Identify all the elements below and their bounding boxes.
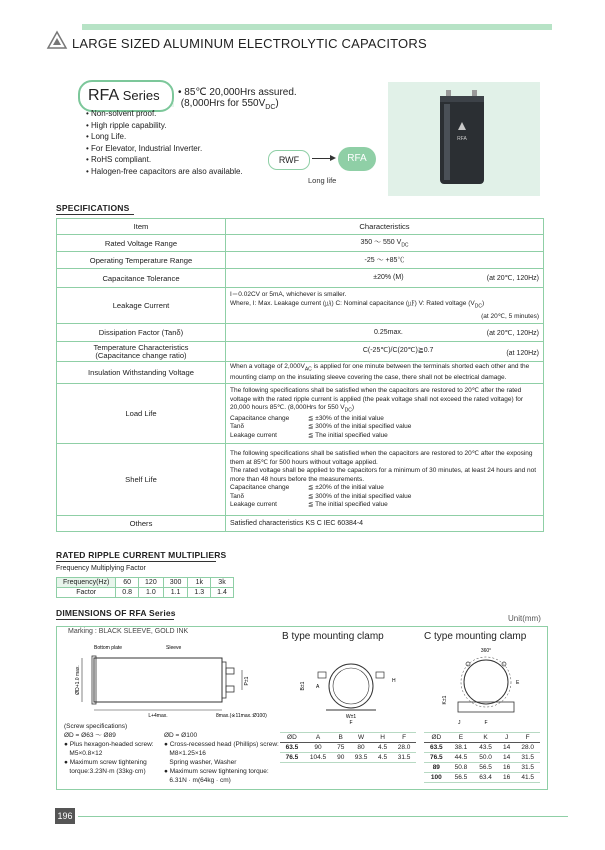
ripple-title: RATED RIPPLE CURRENT MULTIPLIERS [56, 550, 227, 560]
table-row [57, 342, 544, 362]
table-cell: 28.0 [392, 743, 416, 753]
spec-item: Temperature Characteristics (Capacitance change ratio) [57, 342, 226, 362]
table-cell: 43.5 [473, 743, 498, 753]
table-cell: 120 [139, 578, 164, 588]
table-cell: 1.4 [211, 588, 234, 598]
spec-item: Operating Temperature Range [57, 252, 226, 269]
spec-item: Load Life [57, 384, 226, 444]
table-cell: 0.8 [116, 588, 139, 598]
table-cell: 1.0 [139, 588, 164, 598]
table-cell: 75 [332, 743, 349, 753]
column-header: Item [57, 219, 226, 235]
table-cell: 93.5 [349, 753, 373, 763]
spec-value: (at 20℃, 120Hz) ±20% (M) [226, 269, 544, 288]
b-clamp-drawing [296, 648, 406, 724]
capacitor-marking: RFA [457, 136, 467, 142]
h-label: H [392, 678, 396, 684]
column-header: F [392, 733, 416, 743]
table-cell: 31.5 [392, 753, 416, 763]
screw-length-label: 8max.(※11max.:Ø100) [216, 713, 267, 719]
w-label: W±1 [345, 714, 357, 720]
a-label: A [316, 684, 320, 690]
flow-label: Long life [308, 176, 337, 185]
table-header-row [280, 733, 416, 743]
marking-label: Marking : BLACK SLEEVE, GOLD INK [68, 628, 189, 635]
table-cell: 50.0 [473, 753, 498, 763]
table-cell: 60 [116, 578, 139, 588]
table-row [57, 578, 234, 588]
spec-value: Satisfied characteristics KS C IEC 60384-4 [226, 516, 544, 532]
spec-value: I＝0.02CV or 5mA, whichever is smaller. Where, I: Max. Leakage current (㎂) C: Nominal capacitance (㎌) V: Rated voltage $(V_{DC})$ (at 20℃, 5 minutes) [226, 288, 544, 324]
spec-item: Insulation Withstanding Voltage [57, 362, 226, 384]
table-row [424, 753, 540, 763]
column-header: ØD [280, 733, 304, 743]
spec-item: Others [57, 516, 226, 532]
table-cell: 63.5 [280, 743, 304, 753]
table-cell: 50.8 [449, 763, 474, 773]
spec-value: 350 ～ 550 $V_{DC}$ [226, 235, 544, 252]
table-cell: 38.1 [449, 743, 474, 753]
e-label: E [516, 680, 520, 686]
feature-item: • Halogen-free capacitors are also available. [86, 166, 243, 178]
column-header: W [349, 733, 373, 743]
series-name: RFA [88, 87, 120, 104]
feature-list [86, 108, 243, 177]
column-header: B [332, 733, 349, 743]
table-cell: 56.5 [473, 763, 498, 773]
table-row [57, 384, 544, 444]
feature-item: • High ripple capability. [86, 120, 243, 132]
table-row [424, 743, 540, 753]
section-underline [56, 561, 216, 562]
table-cell: 104.5 [304, 753, 332, 763]
table-cell: 80 [349, 743, 373, 753]
b-clamp-title: B type mounting clamp [282, 631, 384, 642]
table-row [57, 252, 544, 269]
table-cell: 90 [332, 753, 349, 763]
spec-value: (at 120Hz) C(-25℃)/C(20℃)≧0.7 [226, 342, 544, 362]
capacitor-side-drawing [66, 640, 276, 720]
spec-value: (at 20℃, 120Hz) 0.25max. [226, 324, 544, 342]
unit-label: Unit(mm) [508, 614, 541, 623]
spec-item: Leakage Current [57, 288, 226, 324]
feature-item: • For Elevator, Industrial Inverter. [86, 143, 243, 155]
ripple-subtitle: Frequency Multiplying Factor [56, 565, 146, 572]
spec-item: Dissipation Factor (Tanδ) [57, 324, 226, 342]
spec-value: The following specifications shall be satisfied when the capacitors are restored to 20℃ after the rated voltage with the rated ripple current is applied (the peak voltage shall not exceed the rated voltage) for 20,000 hours 85℃. (8,000Hrs for 550 $V_{DC}$) Capacitance change ≦ ±30% of the initial value Tanδ ≦ 300% of the initial specified value Leakage current ≦ The initial specified value [226, 384, 544, 444]
column-header: K [473, 733, 498, 743]
table-cell: 14 [498, 743, 515, 753]
spec-item: Rated Voltage Range [57, 235, 226, 252]
ripple-table [56, 577, 234, 598]
specifications-title: SPECIFICATIONS [56, 203, 130, 213]
feature-item: • Non-solvent proof. [86, 108, 243, 120]
table-cell: 100 [424, 773, 449, 783]
capacitor-image [436, 88, 488, 188]
c-clamp-table [424, 732, 540, 783]
table-row [424, 773, 540, 783]
table-cell: 90 [304, 743, 332, 753]
table-row [57, 269, 544, 288]
flow-from-badge: RWF [268, 150, 310, 170]
table-row [57, 362, 544, 384]
spec-value: When a voltage of $2,000V_{AC}$ is applied for one minute between the terminals shorted each other and the mounting clamp on the insulating sleeve covering the case, there shall not be electrical damage. [226, 362, 544, 384]
section-underline [56, 214, 134, 215]
footer-line [78, 816, 568, 817]
b-clamp-table [280, 732, 416, 763]
note-line-1: • 85℃ 20,000Hrs assured. [178, 87, 297, 98]
table-row [57, 588, 234, 598]
table-cell: 16 [498, 773, 515, 783]
row-label: Factor [57, 588, 116, 598]
table-cell: 3k [211, 578, 234, 588]
spec-item: Shelf Life [57, 444, 226, 516]
column-header: ØD [424, 733, 449, 743]
sleeve-label: Sleeve [166, 645, 182, 651]
page-title: LARGE SIZED ALUMINUM ELECTROLYTIC CAPACITORS [72, 36, 427, 51]
pitch-label: P±1 [244, 676, 250, 686]
table-row [280, 753, 416, 763]
table-cell: 1k [188, 578, 211, 588]
specifications-table [56, 218, 544, 532]
table-cell: 4.5 [373, 753, 392, 763]
table-row [280, 743, 416, 753]
b-label: B±1 [300, 681, 306, 691]
dimensions-title: DIMENSIONS OF RFA Series [56, 608, 176, 618]
column-header: E [449, 733, 474, 743]
table-cell: 31.5 [515, 763, 540, 773]
feature-item: • RoHS compliant. [86, 154, 243, 166]
table-cell: 63.5 [424, 743, 449, 753]
f-label: F [349, 720, 353, 724]
feature-item: • Long Life. [86, 131, 243, 143]
flow-to-badge: RFA [338, 147, 376, 171]
table-cell: 28.0 [515, 743, 540, 753]
bottom-plate-label: Bottom plate [94, 645, 123, 651]
section-underline [56, 619, 174, 620]
table-row [57, 444, 544, 516]
table-cell: 1.1 [163, 588, 188, 598]
arrow-right-icon [330, 155, 336, 161]
table-row [57, 324, 544, 342]
column-header: Characteristics [226, 219, 544, 235]
j-label: J [458, 720, 461, 726]
angle-label: 360° [480, 648, 492, 654]
table-cell: 14 [498, 753, 515, 763]
spec-value: -25 ～ +85℃ [226, 252, 544, 269]
table-cell: 16 [498, 763, 515, 773]
table-cell: 76.5 [424, 753, 449, 763]
table-header-row [424, 733, 540, 743]
table-cell: 1.3 [188, 588, 211, 598]
table-cell: 76.5 [280, 753, 304, 763]
c-clamp-title: C type mounting clamp [424, 631, 527, 642]
f-label: F [484, 720, 488, 726]
table-cell: 89 [424, 763, 449, 773]
spec-value: The following specifications shall be satisfied when the capacitors are restored to 20℃ after the exposing them at 85℃ for 500 hours without voltage applied. The rated voltage shall be applied to the capacitors for a minimum of 30 minutes, at least 24 hours and not more than 48 hours before the measurements. Capacitance change ≦ ±20% of the initial value Tanδ ≦ 300% of the initial specified value Leakage current ≦ The initial specified value [226, 444, 544, 516]
table-row [57, 288, 544, 324]
table-cell: 300 [163, 578, 188, 588]
k-label: K±1 [442, 695, 448, 705]
header-accent-bar [82, 24, 552, 30]
series-suffix: Series [122, 88, 160, 103]
length-label: L+4max. [148, 713, 168, 719]
table-row [424, 763, 540, 773]
table-cell: 56.5 [449, 773, 474, 783]
table-cell: 44.5 [449, 753, 474, 763]
screw-spec-right: ØD = Ø100 ● Cross-recessed head (Phillips) screw: M8×1.25×16 Spring washer, Washer ● Maximum screw tightening torque: 6.31N · m(64kg · cm) [164, 732, 279, 784]
spec-item: Capacitance Tolerance [57, 269, 226, 288]
diameter-label: ØD+1.0 max. [75, 665, 81, 695]
column-header: A [304, 733, 332, 743]
table-cell: 4.5 [373, 743, 392, 753]
column-header: H [373, 733, 392, 743]
table-row [57, 516, 544, 532]
note-line-2: (8,000Hrs for $550V_{DC}$) [180, 98, 279, 111]
column-header: J [498, 733, 515, 743]
table-cell: 63.4 [473, 773, 498, 783]
column-header: F [515, 733, 540, 743]
table-cell: 41.5 [515, 773, 540, 783]
table-header-row [57, 219, 544, 235]
table-cell: 31.5 [515, 753, 540, 763]
page-number: 196 [55, 808, 75, 824]
screw-spec-left: (Screw specifications) ØD = Ø63 ～ Ø89 ● Plus hexagon-headed screw: M5×0.8×12 ● Maximum screw tightening torque:3.23N·m (33kg·cm) [64, 723, 154, 775]
table-row [57, 235, 544, 252]
c-clamp-drawing [436, 644, 536, 730]
row-label: Frequency(Hz) [57, 578, 116, 588]
company-logo-icon [46, 30, 68, 50]
